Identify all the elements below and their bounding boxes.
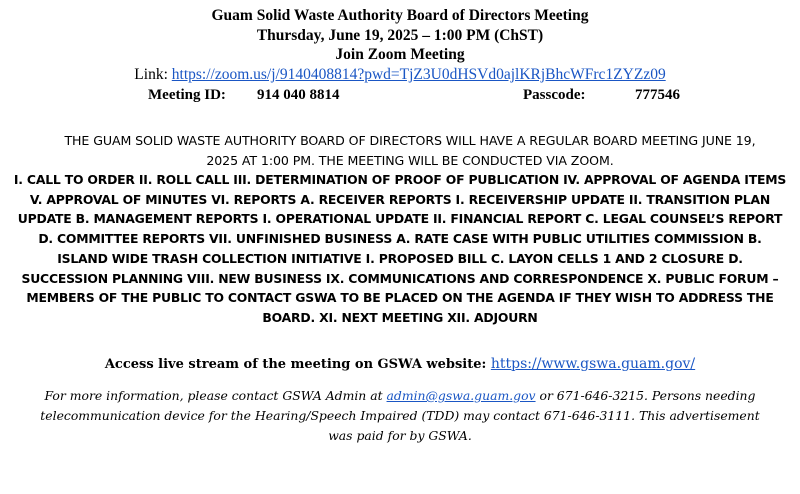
meeting-datetime: Thursday, June 19, 2025 – 1:00 PM (ChST) [256, 27, 544, 44]
agenda-text: I. CALL TO ORDER II. ROLL CALL III. DETERMINATION OF PROOF OF PUBLICATION IV. APPROVAL OF AGENDA ITEMS V. APPROVAL OF MINUTES VI. REPORTS A. RECEIVER REPORTS I. RECEIVERSHIP UPDATE II. TRANSITION PLAN UPDATE B. MANAGEMENT REPORTS I. OPERATIONAL UPDATE II. FINANCIAL REPORT C. LEGAL COUNSEL’S REPORT D. COMMITTEE REPORTS VII. UNFINISHED BUSINESS A. RATE CASE WITH PUBLIC UTILITIES COMMISSION B. ISLAND WIDE TRASH COLLECTION INITIATIVE I. PROPOSED BILL C. LAYON CELLS 1 AND 2 CLOSURE D. SUCCESSION PLANNING VIII. NEW BUSINESS IX. COMMUNICATIONS AND CORRESPONDENCE X. PUBLIC FORUM – MEMBERS OF THE PUBLIC TO CONTACT GSWA TO BE PLACED ON THE AGENDA IF THEY WISH TO ADDRESS THE BOARD. XI. NEXT MEETING XII. ADJOURN [13, 172, 787, 325]
meeting-notice: THE GUAM SOLID WASTE AUTHORITY BOARD OF DIRECTORS WILL HAVE A REGULAR BOARD MEETING JUNE 19, 2025 AT 1:00 PM. THE MEETING WILL BE CONDUCTED VIA ZOOM. [64, 133, 756, 168]
zoom-link[interactable]: https://zoom.us/j/9140408814?pwd=TjZ3U0dHSVd0ajlKRjBhcWFrc1ZYZz09 [171, 66, 666, 83]
meeting-title: Guam Solid Waste Authority Board of Directors Meeting [211, 7, 589, 24]
stream-label: Access live stream of the meeting on GSWA website: [104, 357, 491, 372]
admin-email-link[interactable]: admin@gswa.guam.gov [386, 388, 536, 403]
live-stream-line [0, 356, 800, 372]
contact-text-1: For more information, please contact GSWA Admin at [44, 388, 387, 403]
contact-text-2: or 671-646-3215. Persons needing telecommunication device for the Hearing/Speech Impaired (TDD) may contact 671-646-3111. This advertisement was paid for by GSWA. [40, 388, 760, 443]
passcode-value: 777546 [635, 87, 680, 103]
meeting-id-label: Meeting ID: [148, 87, 226, 103]
join-zoom-heading: Join Zoom Meeting [335, 46, 465, 63]
link-label: Link: [134, 66, 172, 83]
zoom-link-line [0, 66, 800, 84]
passcode-label: Passcode: [523, 87, 586, 103]
gswa-website-link[interactable]: https://www.gswa.guam.gov/ [490, 356, 696, 372]
contact-info [40, 386, 760, 446]
meeting-id-value: 914 040 8814 [257, 87, 340, 103]
